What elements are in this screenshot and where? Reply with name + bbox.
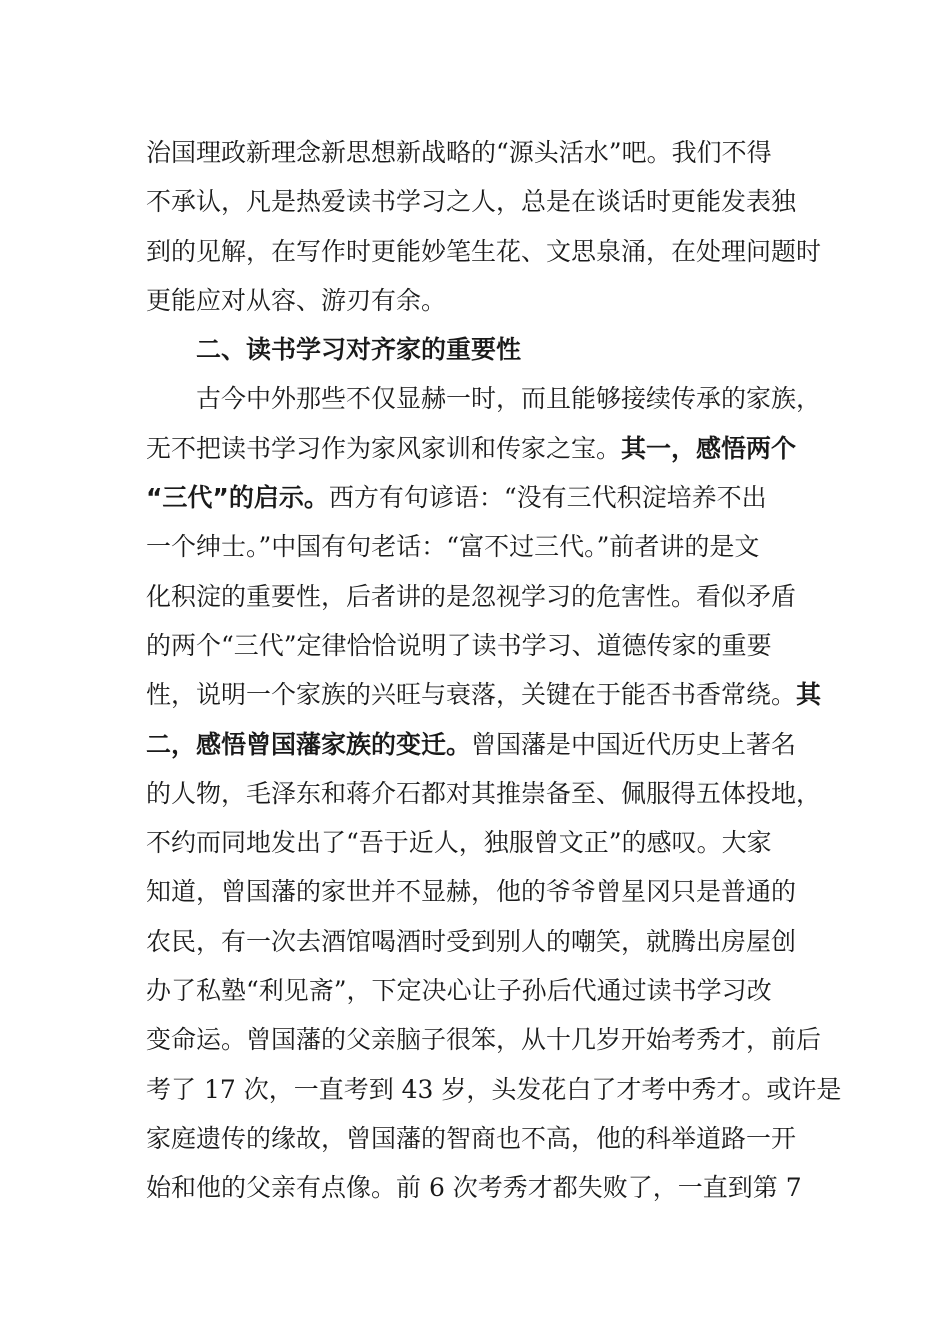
paragraph-2-line-13: 办了私塾“利见斋”，下定决心让子孙后代通过读书学习改 bbox=[146, 976, 772, 1006]
paragraph-2-line-9: 的人物，毛泽东和蒋介石都对其推崇备至、佩服得五体投地， bbox=[146, 778, 822, 808]
paragraph-2-line-2 bbox=[146, 424, 806, 473]
paragraph-2-line-5: 化积淀的重要性，后者讲的是忽视学习的危害性。看似矛盾 bbox=[146, 581, 797, 611]
paragraph-2-line-7-plain: 性，说明一个家族的兴旺与衰落，关键在于能否书香常绕。 bbox=[146, 680, 797, 710]
paragraph-2-line-8-plain: 曾国藩是中国近代历史上著名 bbox=[471, 729, 797, 759]
paragraph-2-line-3 bbox=[146, 473, 806, 522]
paragraph-2-line-17: 始和他的父亲有点像。前 6 次考秀才都失败了，一直到第 7 bbox=[146, 1173, 802, 1203]
point-two-heading-end: 二，感悟曾国藩家族的变迁。 bbox=[146, 729, 472, 759]
paragraph-2-line-2-plain: 无不把读书学习作为家风家训和传家之宝。 bbox=[146, 433, 622, 463]
document-body bbox=[146, 128, 842, 1213]
paragraph-1-line-1: 治国理政新理念新思想新战略的“源头活水”吧。我们不得 bbox=[146, 138, 772, 167]
paragraph-2-line-11: 知道，曾国藩的家世并不显赫，他的爷爷曾星冈只是普通的 bbox=[146, 877, 797, 907]
paragraph-2-line-7 bbox=[146, 670, 822, 719]
paragraph-2-line-10: 不约而同地发出了“吾于近人，独服曾文正”的感叹。大家 bbox=[146, 828, 772, 858]
paragraph-2-line-6: 的两个“三代”定律恰恰说明了读书学习、道德传家的重要 bbox=[146, 630, 772, 660]
paragraph-2-line-1: 古今中外那些不仅显赫一时，而且能够接续传承的家族， bbox=[196, 384, 822, 414]
point-two-heading-start: 其 bbox=[796, 680, 822, 710]
paragraph-2-line-3-plain: 西方有句谚语：“没有三代积淀培养不出 bbox=[328, 483, 767, 513]
paragraph-2-line-15: 考了 17 次，一直考到 43 岁，头发花白了才考中秀才。或许是 bbox=[146, 1074, 842, 1104]
paragraph-2-line-16: 家庭遗传的缘故，曾国藩的智商也不高，他的科举道路一开 bbox=[146, 1123, 797, 1153]
section-heading: 二、读书学习对齐家的重要性 bbox=[196, 335, 522, 365]
paragraph-2-line-8 bbox=[146, 720, 806, 769]
paragraph-1-line-2: 不承认，凡是热爱读书学习之人，总是在谈话时更能发表独 bbox=[146, 187, 797, 217]
paragraph-2-line-14: 变命运。曾国藩的父亲脑子很笨，从十几岁开始考秀才，前后 bbox=[146, 1025, 822, 1055]
paragraph-2-line-12: 农民，有一次去酒馆喝酒时受到别人的嘲笑，就腾出房屋创 bbox=[146, 926, 797, 956]
point-one-heading-start: 其一，感悟两个 bbox=[621, 433, 797, 463]
paragraph-2-line-4: 一个绅士。”中国有句老话：“富不过三代。”前者讲的是文 bbox=[146, 532, 760, 562]
paragraph-1-line-4: 更能应对从容、游刃有余。 bbox=[146, 285, 447, 315]
point-one-heading-end: “三代”的启示。 bbox=[146, 483, 329, 513]
paragraph-1-line-3: 到的见解，在写作时更能妙笔生花、文思泉涌，在处理问题时 bbox=[146, 236, 822, 266]
